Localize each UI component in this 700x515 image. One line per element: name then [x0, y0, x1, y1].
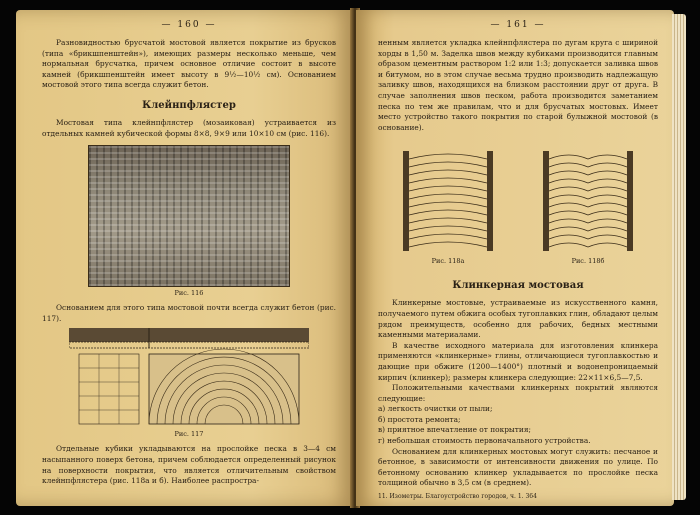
paragraph: Разновидностью брусчатой мостовой является покрытие из брусков (типа «брикшпенштейн»), имеющих размеры несколько меньше, чем нормальная брусчатка, причем основное отличие состоит в высоте камней (брикшпенштейн имеет высоту в 9½—10½ см). Основанием мостовой этого типа всегда служит бетон.	[42, 38, 336, 90]
paragraph: Мостовая типа клейнпфлястер (мозаиковая) устраивается из отдельных камней кубической формы 8×8, 9×9 или 10×10 см (рис. 116).	[42, 117, 336, 138]
figure-caption: Рис. 117	[174, 430, 204, 439]
figure-118-group	[378, 151, 658, 271]
advantages-list	[378, 404, 658, 446]
figure-118b	[543, 151, 633, 271]
figure-caption: Рис. 116	[174, 289, 204, 298]
paragraph: Отдельные кубики укладываются на прослойке песка в 3—4 см насыпанного поверх бетона, причем соблюдается определенный рисунок на поверхности покрытия, что является отличительным свойством клейнпфлястера (рис. 118а и б). Наиболее распростра-	[42, 444, 336, 486]
figure-118b-diagram	[543, 151, 633, 251]
section-heading: Клинкерная мостовая	[452, 280, 584, 292]
paragraph: Основанием для этого типа мостовой почти всегда служит бетон (рис. 117).	[42, 303, 336, 323]
paragraph: В качестве исходного материала для изготовления клинкера применяются «клинкерные» глины, отличающиеся тугоплавкостью и дающие при обжиге (1200—1400°) плотный и водонепроницаемый кирпич (клинкер); размеры клинкера следующие: 22×11×6,5—7,5.	[378, 340, 658, 382]
paragraph: Положительными качествами клинкерных покрытий являются следующие:	[378, 383, 658, 403]
figure-caption: Рис. 118б	[571, 257, 605, 266]
paragraph: Клинкерные мостовые, устраиваемые из искусственного камня, получаемого путем обжига особых тугоплавких глин, обладают целым рядом преимуществ, особенно для рабочих, бедных местными каменными материалами.	[378, 298, 658, 340]
page-footer: 11. Изометры. Благоустройство городов, ч. 1. 364	[378, 493, 537, 500]
page-number: — 160 —	[161, 20, 217, 30]
list-item: б) простота ремонта;	[378, 414, 461, 424]
figure-116-photo	[88, 145, 290, 287]
figure-caption: Рис. 118а	[431, 257, 465, 266]
paragraph: ненным является укладка клейнпфлястера по дугам круга с шириной хорды в 1,50 м. Заделка швов между кубиками производится главным образом цементным раствором 1:2 или 1:3; допускается заливка швов и битумом, но в этом случае весьма трудно производить надлежащую заливку швов, находящихся на близком расстоянии друг от друга. В случае заполнения швов песком, работа производится заметанием песка по тем же правилам, что и для брусчатых мостовых. Имеет место устройство такого покрытия по старой булыжной мостовой (в основание).	[378, 38, 658, 132]
figure-118a-diagram	[403, 151, 493, 251]
figure-118a	[403, 151, 493, 271]
figure-117-diagram	[69, 328, 309, 428]
list-item: а) легкость очистки от пыли;	[378, 404, 493, 414]
paragraph: Основанием для клинкерных мостовых могут служить: песчаное и бетонное, в зависимости от интенсивности движения по улице. По бетонному основанию клинкер укладывается по прослойке песка толщиной обычно в 3,5 см (в среднем).	[378, 446, 658, 488]
list-item: г) небольшая стоимость первоначального устройства.	[378, 436, 591, 446]
page-number: — 161 —	[490, 20, 546, 30]
page-edges	[672, 14, 686, 500]
list-item: в) приятное впечатление от покрытия;	[378, 425, 531, 435]
left-page	[16, 10, 354, 506]
section-heading: Клейнпфлястер	[142, 99, 236, 111]
right-page	[356, 10, 674, 506]
